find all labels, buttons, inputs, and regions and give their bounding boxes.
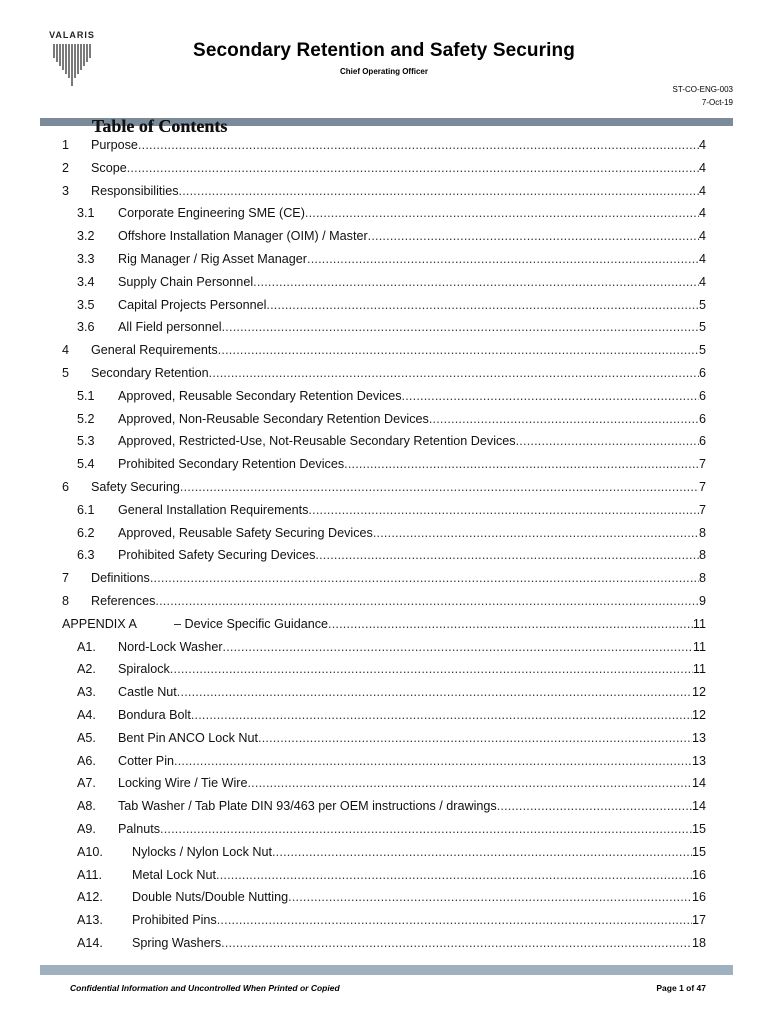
- toc-entry-page: 5: [698, 320, 706, 335]
- toc-entry-number: A8.: [77, 799, 96, 814]
- toc-entry-label: Double Nuts/Double Nutting: [132, 890, 289, 905]
- toc-entry-label: Approved, Restricted-Use, Not-Reusable Secondary Retention Devices: [118, 434, 516, 449]
- toc-entry[interactable]: [62, 822, 706, 845]
- toc-entry[interactable]: [62, 320, 706, 343]
- toc-entry-number: 3.4: [77, 274, 95, 289]
- toc-entry[interactable]: [62, 936, 706, 959]
- toc-entry-number: 3.2: [77, 229, 95, 244]
- toc-entry-number: 3.6: [77, 320, 95, 335]
- toc-entry-number: A14.: [77, 935, 103, 950]
- toc-entry-number: 8: [62, 593, 70, 608]
- toc-entry[interactable]: [62, 526, 706, 549]
- toc-entry-label: Prohibited Pins: [132, 913, 217, 928]
- toc-entry-label: Purpose: [91, 138, 138, 152]
- toc-leader-dots: [328, 617, 693, 631]
- toc-entry[interactable]: [62, 275, 706, 298]
- toc-entry-number: A4.: [77, 707, 96, 722]
- toc-heading: Table of Contents: [92, 116, 228, 136]
- toc-entry-label: Cotter Pin: [118, 753, 174, 768]
- toc-leader-dots: [307, 252, 699, 266]
- toc-entry-number: 5.3: [77, 434, 95, 449]
- toc-entry[interactable]: [62, 571, 706, 594]
- toc-entry-page: 14: [691, 776, 706, 791]
- toc-entry-number: A7.: [77, 776, 96, 791]
- toc-entry-number: 4: [62, 343, 70, 358]
- toc-leader-dots: [179, 184, 699, 198]
- toc-leader-dots: [308, 503, 699, 517]
- toc-entry-label: References: [91, 593, 156, 608]
- toc-leader-dots: [218, 343, 699, 357]
- toc-entry-page: 6: [698, 365, 706, 380]
- toc-entry-label: Prohibited Safety Securing Devices: [118, 548, 316, 563]
- toc-entry-number: 6.2: [77, 525, 95, 540]
- toc-leader-dots: [150, 571, 699, 585]
- toc-entry-label: General Installation Requirements: [118, 502, 309, 517]
- toc-entry-number: A2.: [77, 662, 96, 677]
- toc-entry[interactable]: [62, 754, 706, 777]
- toc-entry-label: Metal Lock Nut: [132, 867, 216, 882]
- toc-entry-label: All Field personnel: [118, 320, 222, 335]
- toc-entry[interactable]: [62, 138, 706, 161]
- toc-leader-dots: [216, 868, 692, 882]
- toc-leader-dots: [223, 640, 693, 654]
- toc-entry[interactable]: [62, 731, 706, 754]
- document-number: ST-CO-ENG-003: [672, 85, 733, 94]
- toc-entry[interactable]: [62, 913, 706, 936]
- toc-entry-page: 11: [692, 662, 706, 677]
- toc-entry-label: Capital Projects Personnel: [118, 297, 267, 312]
- toc-entry-page: 7: [698, 457, 706, 472]
- footer-divider: [40, 965, 733, 975]
- toc-entry-page: 12: [691, 685, 706, 700]
- toc-entry-label: Spiralock: [118, 662, 170, 677]
- toc-entry-number: A6.: [77, 753, 96, 768]
- toc-entry-page: 4: [698, 274, 706, 289]
- toc-leader-dots: [305, 206, 699, 220]
- toc-entry-number: 1: [62, 138, 70, 152]
- toc-leader-dots: [344, 457, 699, 471]
- toc-entry-page: 6: [698, 434, 706, 449]
- toc-leader-dots: [247, 776, 692, 790]
- toc-entry[interactable]: [62, 503, 706, 526]
- toc-entry-number: 3.5: [77, 297, 95, 312]
- toc-entry-number: 3: [62, 183, 70, 198]
- toc-leader-dots: [160, 822, 692, 836]
- toc-leader-dots: [127, 161, 699, 175]
- toc-entry-page: 11: [692, 639, 706, 654]
- toc-entry[interactable]: [62, 434, 706, 457]
- toc-entry-label: Bondura Bolt: [118, 707, 191, 722]
- toc-entry[interactable]: [62, 594, 706, 617]
- toc-entry[interactable]: [62, 480, 706, 503]
- toc-entry-page: 14: [691, 799, 706, 814]
- toc-leader-dots: [221, 936, 692, 950]
- toc-entry[interactable]: [62, 412, 706, 435]
- toc-entry-page: 13: [691, 753, 706, 768]
- document-owner: Chief Operating Officer: [339, 67, 428, 76]
- toc-entry-page: 6: [698, 411, 706, 426]
- document-title: Secondary Retention and Safety Securing: [193, 40, 575, 61]
- toc-entry-page: 4: [698, 206, 706, 221]
- toc-entry-number: A5.: [77, 730, 96, 745]
- toc-entry[interactable]: [62, 845, 706, 868]
- toc-leader-dots: [368, 229, 699, 243]
- toc-leader-dots: [497, 799, 692, 813]
- toc-entry[interactable]: [62, 343, 706, 366]
- toc-leader-dots: [429, 412, 699, 426]
- toc-entry-label: – Device Specific Guidance: [174, 616, 329, 631]
- toc-entry-label: Definitions: [91, 571, 150, 586]
- toc-entry-page: 17: [691, 913, 706, 928]
- toc-entry-page: 4: [698, 138, 706, 152]
- toc-entry-label: Corporate Engineering SME (CE): [118, 206, 305, 221]
- toc-entry-number: A3.: [77, 685, 96, 700]
- toc-leader-dots: [373, 526, 699, 540]
- toc-entry-page: 9: [698, 593, 706, 608]
- toc-entry-page: 4: [698, 160, 706, 175]
- toc-entry-number: APPENDIX A: [62, 616, 137, 631]
- toc-entry[interactable]: [62, 184, 706, 207]
- toc-entry-page: 4: [698, 183, 706, 198]
- toc-entry-label: Responsibilities: [91, 183, 179, 198]
- toc-entry-label: General Requirements: [91, 343, 218, 358]
- toc-entry[interactable]: [62, 298, 706, 321]
- toc-entry-number: 5.4: [77, 457, 95, 472]
- toc-entry[interactable]: [62, 776, 706, 799]
- toc-leader-dots: [266, 298, 699, 312]
- toc-entry-page: 16: [691, 867, 706, 882]
- toc-entry[interactable]: [62, 799, 706, 822]
- toc-leader-dots: [272, 845, 692, 859]
- toc-leader-dots: [209, 366, 699, 380]
- toc-entry[interactable]: [62, 548, 706, 571]
- toc-leader-dots: [222, 320, 699, 334]
- toc-entry-number: 3.1: [77, 206, 95, 221]
- toc-entry-number: 6: [62, 479, 70, 494]
- toc-entry-label: Rig Manager / Rig Asset Manager: [118, 251, 307, 266]
- document-date: 7-Oct-19: [701, 98, 733, 107]
- page-number: Page 1 of 47: [656, 983, 706, 993]
- toc-entry[interactable]: [62, 206, 706, 229]
- toc-entry-page: 12: [691, 707, 706, 722]
- toc-entry-page: 4: [698, 251, 706, 266]
- toc-entry-page: 7: [698, 479, 706, 494]
- toc-entry-label: Approved, Reusable Safety Securing Devices: [118, 525, 373, 540]
- toc-entry-page: 8: [698, 571, 706, 586]
- toc-entry-page: 8: [698, 525, 706, 540]
- toc-entry-page: 16: [691, 890, 706, 905]
- toc-entry-label: Palnuts: [118, 821, 161, 836]
- toc-entry-label: Secondary Retention: [91, 365, 209, 380]
- toc-entry-number: 6.3: [77, 548, 95, 563]
- toc-entry-label: Scope: [91, 160, 127, 175]
- toc-entry-label: Approved, Non-Reusable Secondary Retention Devices: [118, 411, 429, 426]
- toc-entry-page: 15: [691, 821, 706, 836]
- toc-entry-label: Nord-Lock Washer: [118, 639, 223, 654]
- toc-entry-label: Locking Wire / Tie Wire: [118, 776, 248, 791]
- toc-entry-number: A11.: [77, 867, 102, 882]
- toc-entry-page: 11: [692, 616, 706, 631]
- toc-entry-label: Approved, Reusable Secondary Retention Devices: [118, 388, 402, 403]
- toc-leader-dots: [288, 890, 692, 904]
- toc-entry-page: 4: [698, 229, 706, 244]
- toc-leader-dots: [155, 594, 699, 608]
- toc-leader-dots: [177, 685, 692, 699]
- toc-entry-label: Offshore Installation Manager (OIM) / Master: [118, 229, 368, 244]
- toc-entry-page: 5: [698, 343, 706, 358]
- toc-entry[interactable]: [62, 229, 706, 252]
- toc-leader-dots: [180, 480, 699, 494]
- toc-entry-label: Tab Washer / Tab Plate DIN 93/463 per OEM instructions / drawings: [118, 799, 497, 814]
- toc-entry[interactable]: [62, 708, 706, 731]
- toc-entry-label: Safety Securing: [91, 479, 180, 494]
- toc-entry-number: A1.: [77, 639, 96, 654]
- toc-entry-number: A10.: [77, 844, 103, 859]
- toc-entry-label: Prohibited Secondary Retention Devices: [118, 457, 345, 472]
- toc-entry[interactable]: [62, 685, 706, 708]
- toc-leader-dots: [315, 548, 699, 562]
- toc-entry-label: Castle Nut: [118, 685, 177, 700]
- toc-entry[interactable]: [62, 457, 706, 480]
- toc-entry-number: 6.1: [77, 502, 95, 517]
- toc-entry-page: 7: [698, 502, 706, 517]
- table-of-contents: [62, 138, 706, 959]
- toc-entry-number: A13.: [77, 913, 103, 928]
- toc-entry-page: 8: [698, 548, 706, 563]
- toc-entry-page: 6: [698, 388, 706, 403]
- toc-entry-page: 13: [691, 730, 706, 745]
- confidentiality-notice: Confidential Information and Uncontrolled When Printed or Copied: [70, 983, 340, 993]
- toc-entry-number: 5: [62, 365, 70, 380]
- toc-leader-dots: [516, 434, 699, 448]
- toc-entry-number: 5.2: [77, 411, 95, 426]
- toc-entry-page: 15: [691, 844, 706, 859]
- toc-entry-label: Spring Washers: [132, 935, 222, 950]
- toc-entry[interactable]: [62, 389, 706, 412]
- toc-entry[interactable]: [62, 252, 706, 275]
- toc-entry-number: 5.1: [77, 388, 95, 403]
- toc-leader-dots: [402, 389, 699, 403]
- document-meta: [673, 83, 733, 109]
- toc-entry-number: 7: [62, 571, 70, 586]
- toc-entry-number: 3.3: [77, 251, 95, 266]
- toc-entry[interactable]: [62, 640, 706, 663]
- toc-entry-number: A9.: [77, 821, 96, 836]
- toc-leader-dots: [253, 275, 699, 289]
- toc-entry[interactable]: [62, 662, 706, 685]
- toc-entry[interactable]: [62, 868, 706, 891]
- toc-leader-dots: [217, 913, 692, 927]
- toc-entry-number: A12.: [77, 890, 103, 905]
- toc-leader-dots: [258, 731, 692, 745]
- toc-entry[interactable]: [62, 161, 706, 184]
- toc-entry-page: 18: [691, 935, 706, 950]
- toc-leader-dots: [191, 708, 692, 722]
- toc-entry[interactable]: [62, 366, 706, 389]
- toc-leader-dots: [174, 754, 692, 768]
- toc-entry-label: Nylocks / Nylon Lock Nut: [132, 844, 272, 859]
- logo-text: VALARIS: [49, 30, 95, 40]
- toc-leader-dots: [138, 138, 699, 152]
- toc-entry[interactable]: [62, 890, 706, 913]
- toc-entry-label: Bent Pin ANCO Lock Nut: [118, 730, 258, 745]
- toc-entry[interactable]: [62, 617, 706, 640]
- toc-leader-dots: [170, 662, 693, 676]
- toc-entry-number: 2: [62, 160, 70, 175]
- toc-entry-label: Supply Chain Personnel: [118, 274, 254, 289]
- toc-entry-page: 5: [698, 297, 706, 312]
